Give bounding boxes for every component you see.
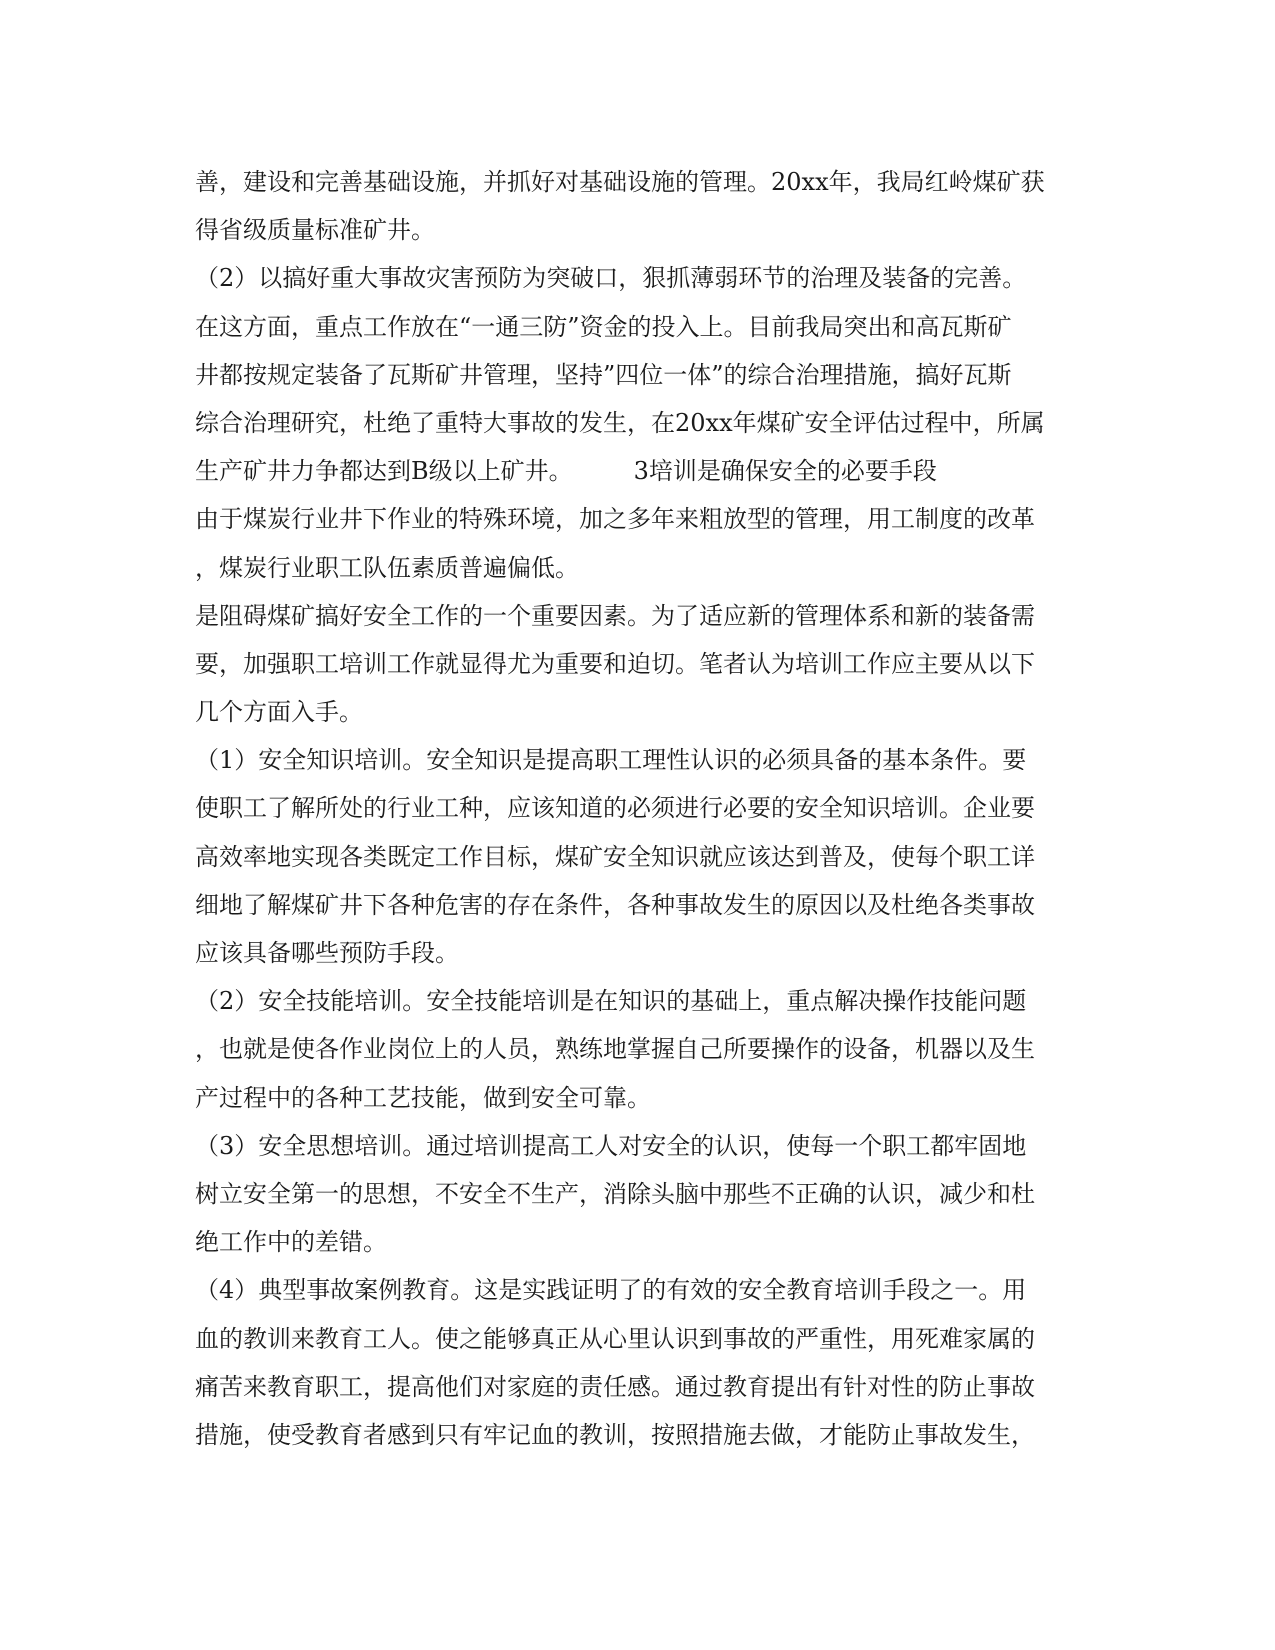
text-line: （1）安全知识培训。安全知识是提高职工理性认识的必须具备的基本条件。要 (195, 746, 1027, 775)
text-line: 使职工了解所处的行业工种，应该知道的必须进行必要的安全知识培训。企业要 (195, 794, 1035, 823)
text-line: 在这方面，重点工作放在“一通三防”资金的投入上。目前我局突出和高瓦斯矿 (195, 312, 1012, 341)
text-line: 绝工作中的差错。 (195, 1228, 387, 1257)
text-line: （2）以搞好重大事故灾害预防为突破口，狠抓薄弱环节的治理及装备的完善。 (195, 264, 1027, 293)
text-line: 要，加强职工培训工作就显得尤为重要和迫切。笔者认为培训工作应主要从以下 (195, 649, 1035, 678)
text-line: 血的教训来教育工人。使之能够真正从心里认识到事故的严重性，用死难家属的 (195, 1324, 1035, 1353)
text-line: 综合治理研究，杜绝了重特大事故的发生，在20xx年煤矿安全评估过程中，所属 (195, 408, 1045, 437)
body-text (195, 158, 1075, 1459)
text-line: 应该具备哪些预防手段。 (195, 939, 459, 967)
text-line: 树立安全第一的思想，不安全不生产，消除头脑中那些不正确的认识，减少和杜 (195, 1179, 1035, 1208)
text-line: 得省级质量标准矿井。 (195, 216, 435, 245)
text-line: 措施，使受教育者感到只有牢记血的教训，按照措施去做，才能防止事故发生， (195, 1420, 1035, 1449)
text-line: 是阻碍煤矿搞好安全工作的一个重要因素。为了适应新的管理体系和新的装备需 (195, 601, 1035, 630)
text-line: ，煤炭行业职工队伍素质普遍偏低。 (195, 553, 579, 582)
text-line: 善，建设和完善基础设施，并抓好对基础设施的管理。20xx年，我局红岭煤矿获 (195, 168, 1045, 196)
text-line: 井都按规定装备了瓦斯矿井管理，坚持”四位一体”的综合治理措施，搞好瓦斯 (195, 360, 1012, 389)
text-line: 产过程中的各种工艺技能，做到安全可靠。 (195, 1083, 651, 1112)
text-line: 由于煤炭行业井下作业的特殊环境，加之多年来粗放型的管理，用工制度的改革 (195, 505, 1035, 534)
text-line: 高效率地实现各类既定工作目标，煤矿安全知识就应该达到普及，使每个职工详 (195, 842, 1035, 871)
text-line: 生产矿井力争都达到B级以上矿井。 3培训是确保安全的必要手段 (195, 457, 937, 486)
text-line: 痛苦来教育职工，提高他们对家庭的责任感。通过教育提出有针对性的防止事故 (195, 1372, 1035, 1401)
text-line: 细地了解煤矿井下各种危害的存在条件，各种事故发生的原因以及杜绝各类事故 (195, 890, 1035, 919)
text-line: （3）安全思想培训。通过培训提高工人对安全的认识，使每一个职工都牢固地 (195, 1131, 1027, 1160)
text-line: ，也就是使各作业岗位上的人员，熟练地掌握自己所要操作的设备，机器以及生 (195, 1035, 1035, 1064)
text-line: （2）安全技能培训。安全技能培训是在知识的基础上，重点解决操作技能问题 (195, 987, 1027, 1016)
text-line: （4）典型事故案例教育。这是实践证明了的有效的安全教育培训手段之一。用 (195, 1276, 1027, 1305)
text-line: 几个方面入手。 (195, 698, 363, 727)
